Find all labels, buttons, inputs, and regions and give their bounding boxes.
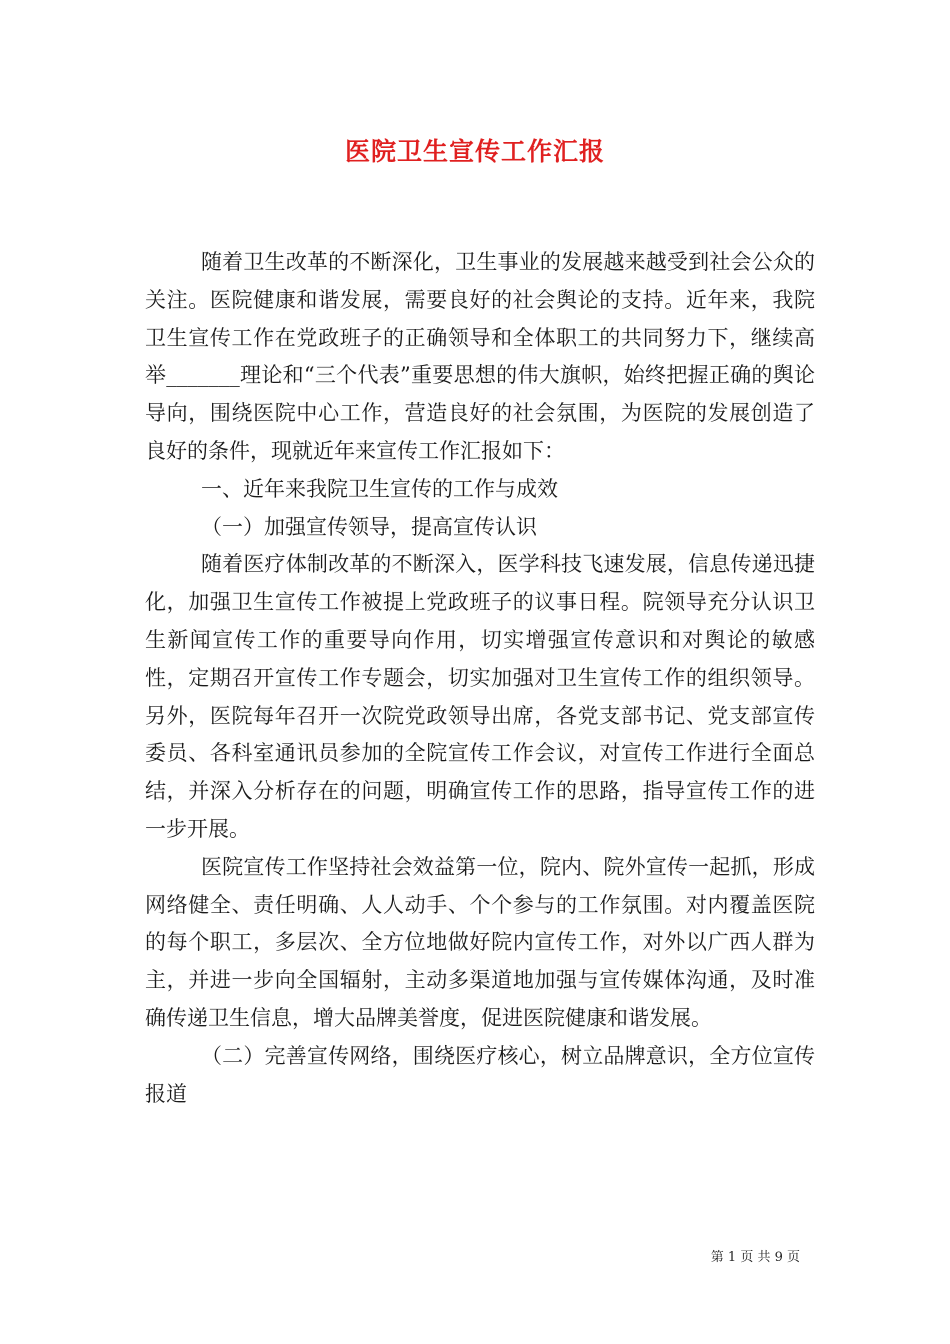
subsection-heading-2: （二）完善宣传网络，围绕医疗核心，树立品牌意识，全方位宣传报道 (145, 1043, 815, 1106)
document-body (145, 244, 815, 1113)
section-heading-1: 一、近年来我院卫生宣传的工作与成效 (201, 476, 558, 501)
subsection-heading-1: （一）加强宣传领导，提高宣传认识 (201, 514, 537, 539)
paragraph-social-benefit: 医院宣传工作坚持社会效益第一位，院内、院外宣传一起抓，形成网络健全、责任明确、人人动手、个个参与的工作氛围。对内覆盖医院的每个职工，多层次、全方位地做好院内宣传工作，对外以广西人群为主，并进一步向全国辐射，主动多渠道地加强与宣传媒体沟通，及时准确传递卫生信息，增大品牌美誉度，促进医院健康和谐发展。 (145, 854, 815, 1030)
intro-paragraph: 随着卫生改革的不断深化，卫生事业的发展越来越受到社会公众的关注。医院健康和谐发展，需要良好的社会舆论的支持。近年来，我院卫生宣传工作在党政班子的正确领导和全体职工的共同努力下，继续高举_______理论和“三个代表”重要思想的伟大旗帜，始终把握正确的舆论导向，围绕医院中心工作，营造良好的社会氛围，为医院的发展创造了良好的条件，现就近年来宣传工作汇报如下： (145, 250, 815, 463)
document-title: 医院卫生宣传工作汇报 (344, 137, 605, 166)
page-number: 第 1 页 共 9 页 (710, 1250, 800, 1265)
paragraph-leadership: 随着医疗体制改革的不断深入，医学科技飞速发展，信息传递迅捷化，加强卫生宣传工作被提上党政班子的议事日程。院领导充分认识卫生新闻宣传工作的重要导向作用，切实增强宣传意识和对舆论的敏感性，定期召开宣传工作专题会，切实加强对卫生宣传工作的组织领导。另外，医院每年召开一次院党政领导出席，各党支部书记、党支部宣传委员、各科室通讯员参加的全院宣传工作会议，对宣传工作进行全面总结，并深入分析存在的问题，明确宣传工作的思路，指导宣传工作的进一步开展。 (145, 552, 815, 841)
